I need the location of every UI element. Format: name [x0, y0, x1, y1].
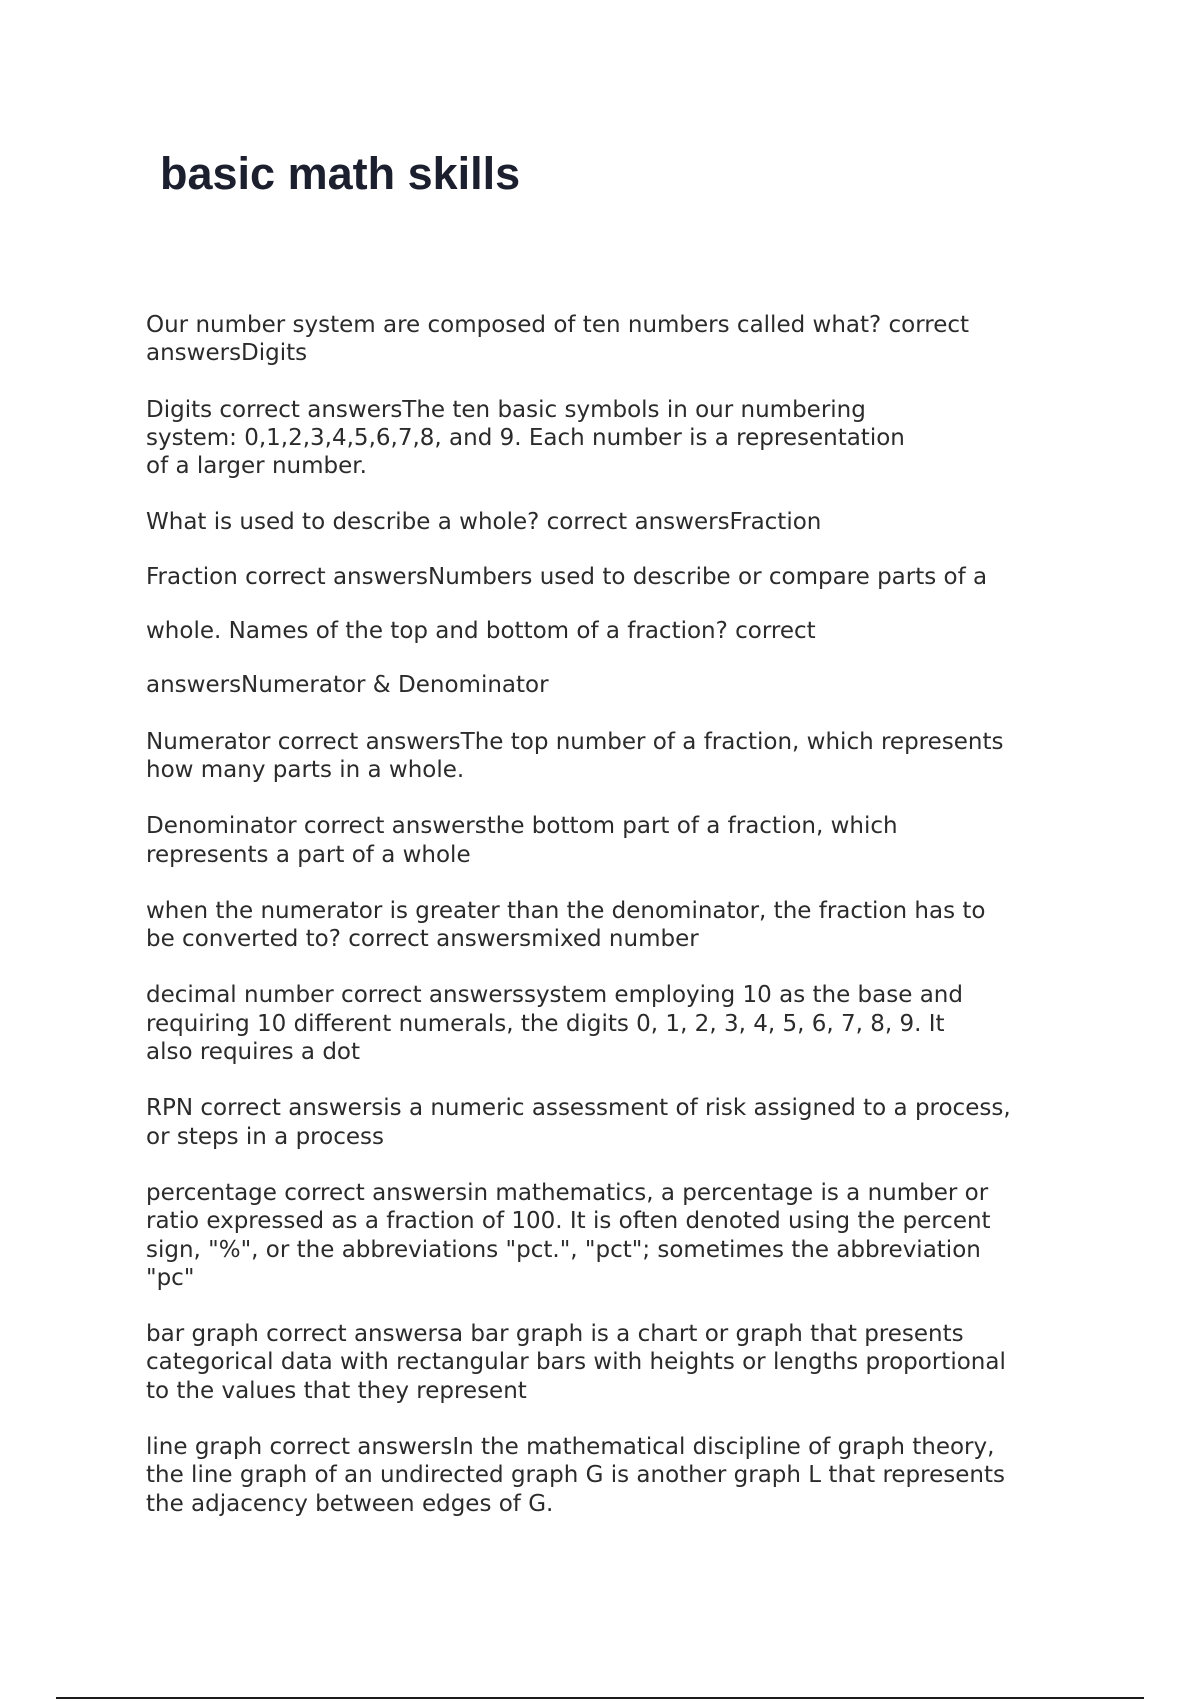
- page-title: basic math skills: [160, 148, 521, 199]
- text-line: Denominator correct answersthe bottom part of a fraction, which: [146, 813, 898, 840]
- text-line: line graph correct answersIn the mathematical discipline of graph theory,: [146, 1434, 995, 1461]
- text-line: percentage correct answersin mathematics, a percentage is a number or: [146, 1179, 989, 1206]
- paragraph-11: [146, 1094, 1066, 1151]
- text-line: Digits correct answersThe ten basic symbols in our numbering: [146, 396, 866, 423]
- paragraph-12: [146, 1179, 1066, 1292]
- text-line: answersNumerator & Denominator: [146, 672, 549, 699]
- paragraph-7: [146, 728, 1066, 785]
- text-line: the line graph of an undirected graph G is another graph L that represents: [146, 1462, 1005, 1489]
- paragraph-14: [146, 1433, 1066, 1518]
- text-line: sign, "%", or the abbreviations "pct.", "pct"; sometimes the abbreviation: [146, 1236, 981, 1263]
- text-line: represents a part of a whole: [146, 841, 471, 868]
- text-line: What is used to describe a whole? correct answersFraction: [146, 509, 822, 536]
- paragraph-5: [146, 617, 1066, 645]
- text-line: be converted to? correct answersmixed number: [146, 926, 699, 953]
- text-line: or steps in a process: [146, 1123, 384, 1150]
- text-line: RPN correct answersis a numeric assessment of risk assigned to a process,: [146, 1095, 1011, 1122]
- text-line: whole. Names of the top and bottom of a fraction? correct: [146, 618, 816, 645]
- text-line: categorical data with rectangular bars with heights or lengths proportional: [146, 1349, 1006, 1376]
- paragraph-3: [146, 508, 1066, 536]
- text-line: system: 0,1,2,3,4,5,6,7,8, and 9. Each number is a representation: [146, 424, 905, 451]
- paragraph-10: [146, 981, 1066, 1066]
- text-line: to the values that they represent: [146, 1377, 527, 1404]
- text-line: requiring 10 different numerals, the digits 0, 1, 2, 3, 4, 5, 6, 7, 8, 9. It: [146, 1010, 945, 1037]
- text-line: bar graph correct answersa bar graph is a chart or graph that presents: [146, 1321, 964, 1348]
- text-line: ratio expressed as a fraction of 100. It is often denoted using the percent: [146, 1208, 991, 1235]
- paragraph-8: [146, 812, 1066, 869]
- paragraph-9: [146, 897, 1066, 954]
- text-line: Numerator correct answersThe top number of a fraction, which represents: [146, 728, 1004, 755]
- document-body: [146, 311, 1066, 1518]
- paragraph-13: [146, 1320, 1066, 1405]
- text-line: also requires a dot: [146, 1039, 361, 1066]
- text-line: Our number system are composed of ten numbers called what? correct: [146, 312, 970, 338]
- text-line: Fraction correct answersNumbers used to describe or compare parts of a: [146, 563, 988, 590]
- text-line: how many parts in a whole.: [146, 756, 465, 783]
- paragraph-6: [146, 671, 1066, 699]
- paragraph-4: [146, 563, 1066, 591]
- text-line: "pc": [146, 1264, 195, 1291]
- paragraph-2: [146, 396, 1066, 481]
- text-line: decimal number correct answerssystem employing 10 as the base and: [146, 982, 963, 1009]
- paragraph-1: [146, 311, 1066, 368]
- text-line: when the numerator is greater than the denominator, the fraction has to: [146, 897, 986, 924]
- text-line: of a larger number.: [146, 453, 367, 480]
- page-bottom-rule: [56, 1697, 1144, 1699]
- text-line: answersDigits: [146, 340, 308, 367]
- text-line: the adjacency between edges of G.: [146, 1490, 554, 1517]
